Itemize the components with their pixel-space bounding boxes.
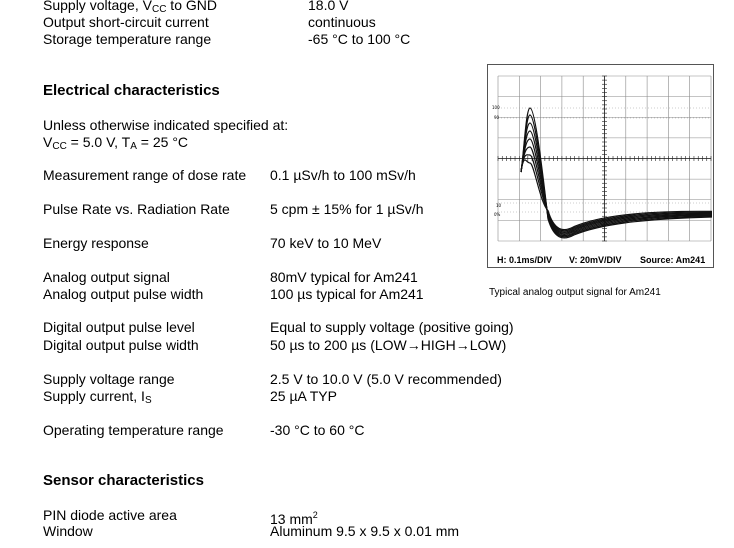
spec-label: Operating temperature range [43, 422, 224, 438]
spec-value: 5 cpm ± 15% for 1 µSv/h [270, 201, 424, 217]
conditions-line-2: $V_{CC} = 5.0$ V, $T_A = 25$ °C [43, 134, 189, 152]
scope-horizontal-setting: H: 0.1ms/DIV [497, 255, 553, 265]
abs-max-label: Supply voltage, $V_{CC}$ to GND [43, 0, 217, 15]
marker-10-label: 10 [496, 203, 502, 208]
abs-max-value: continuous [308, 14, 376, 30]
spec-label: Supply voltage range [43, 371, 175, 387]
spec-label: Analog output pulse width [43, 286, 204, 302]
spec-label: PIN diode active area [43, 507, 177, 523]
spec-label: Digital output pulse width [43, 337, 199, 353]
spec-value: -30 °C to 60 °C [270, 422, 365, 438]
spec-value: 0.1 µSv/h to 100 mSv/h [270, 167, 416, 183]
marker-0-label: 0% [494, 212, 501, 217]
spec-value: 2.5 V to 10.0 V (5.0 V recommended) [270, 371, 502, 387]
oscilloscope-figure [487, 64, 714, 268]
spec-value: 80mV typical for Am241 [270, 269, 418, 285]
scope-vertical-setting: V: 20mV/DIV [569, 255, 622, 265]
abs-max-value: 18.0 V [308, 0, 349, 13]
electrical-heading: Electrical characteristics [43, 82, 220, 99]
figure-caption: Typical analog output signal for Am241 [489, 287, 661, 298]
abs-max-value: -65 °C to 100 °C [308, 31, 411, 47]
spec-value: 100 µs typical for Am241 [270, 286, 424, 302]
spec-value: Equal to supply voltage (positive going) [270, 319, 514, 335]
spec-label: Supply current, $I_S$ [43, 388, 152, 406]
abs-max-label: Storage temperature range [43, 31, 212, 47]
spec-value: 70 keV to 10 MeV [270, 235, 382, 251]
scope-source-setting: Source: Am241 [640, 255, 706, 265]
marker-100-label: 100 [492, 105, 500, 110]
conditions-line-1: Unless otherwise indicated specified at: [43, 117, 289, 133]
spec-label: Pulse Rate vs. Radiation Rate [43, 201, 230, 217]
spec-label: Energy response [43, 235, 149, 251]
marker-90-label: 90 [494, 115, 500, 120]
scope-traces [521, 108, 712, 238]
scope-markers [492, 105, 502, 217]
spec-label: Analog output signal [43, 269, 170, 285]
spec-value: 50 µs to 200 µs (LOW→HIGH→LOW) [270, 337, 507, 353]
spec-label: Measurement range of dose rate [43, 167, 247, 183]
spec-value: Aluminum 9.5 x 9.5 x 0.01 mm [270, 523, 460, 539]
spec-value: 13 $mm^2$ [270, 510, 318, 527]
spec-label: Window [43, 523, 93, 539]
abs-max-label: Output short-circuit current [43, 14, 209, 30]
sensor-heading: Sensor characteristics [43, 472, 204, 489]
spec-label: Digital output pulse level [43, 319, 195, 335]
spec-value: 25 µA TYP [270, 388, 337, 404]
oscilloscope-screen [488, 65, 713, 267]
